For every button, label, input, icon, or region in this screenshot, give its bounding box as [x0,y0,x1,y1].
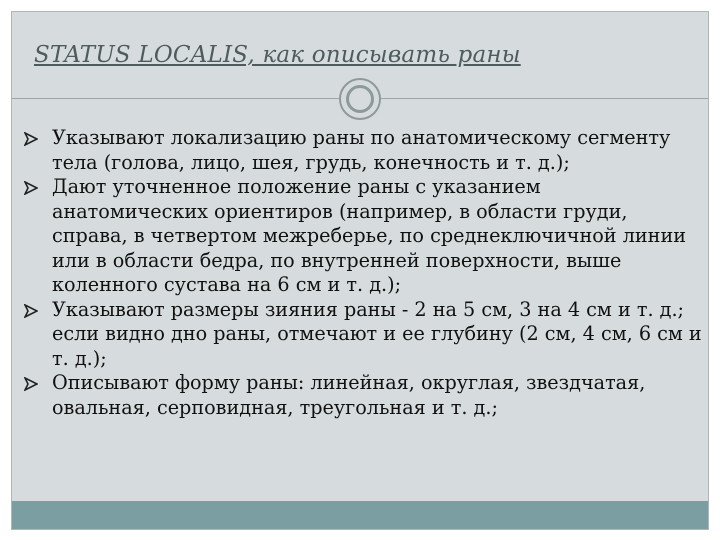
arrowhead-bullet-icon [24,181,38,195]
arrowhead-bullet-icon [24,132,38,146]
arrowhead-bullet-icon [24,377,38,391]
slide-title: STATUS LOCALIS, как описывать раны [34,42,521,68]
bullet-text: Указывают размеры зияния раны - 2 на 5 см, 3 на 4 см и т. д.; если видно дно раны, отмечают и ее глубину (2 см, 4 см, 6 см и т. д.); [52,297,702,370]
bullet-text: Описывают форму раны: линейная, округлая, звездчатая, овальная, серповидная, треугольная и т. д.; [52,371,646,419]
bullet-item [22,175,702,298]
bullet-text: Дают уточненное положение раны с указанием анатомических ориентиров (например, в области груди, справа, в четвертом межреберье, по среднеключичной линии или в области бедра, по внутренней поверхности, выше коленного сустава на 6 см и т. д.); [52,175,687,296]
bullet-item [22,298,702,372]
double-circle-ornament-icon [339,78,381,120]
slide [11,11,709,530]
bullet-text: Указывают локализацию раны по анатомическому сегменту тела (голова, лицо, шея, грудь, конечность и т. д.); [52,126,671,174]
bullet-item [22,126,702,175]
footer-bar [12,501,708,529]
arrowhead-bullet-icon [24,304,38,318]
bullet-list [22,126,702,420]
bullet-item [22,371,702,420]
